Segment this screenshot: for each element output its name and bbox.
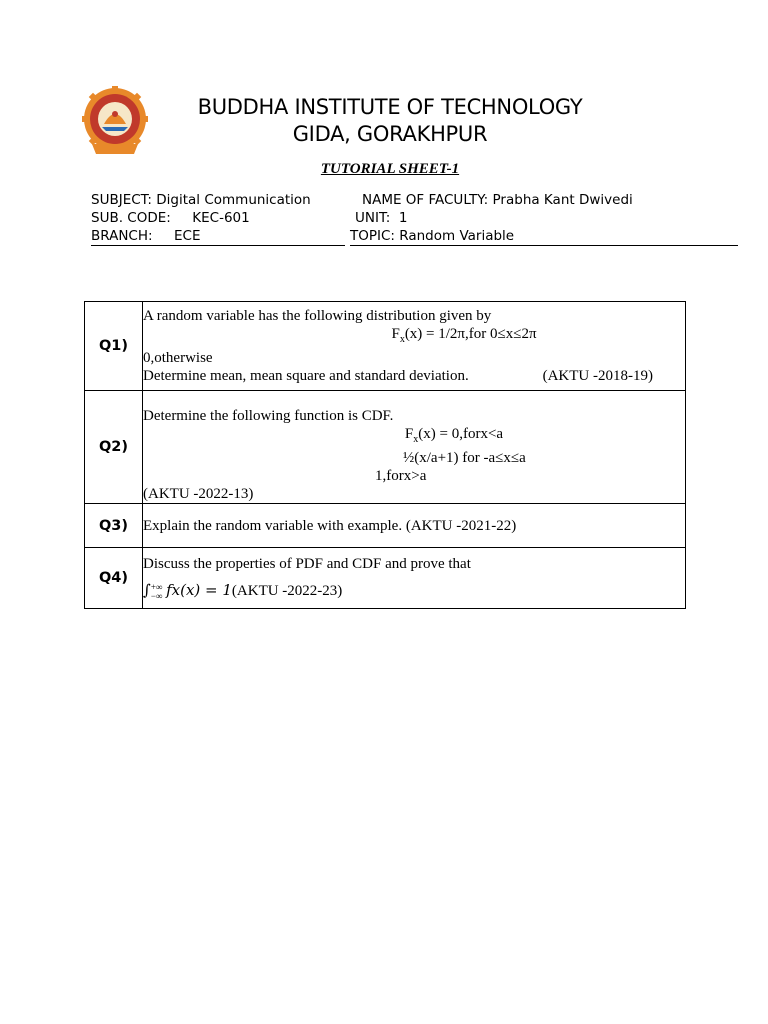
question-intro: A random variable has the following distribution given by xyxy=(143,308,492,324)
institute-name: BUDDHA INSTITUTE OF TECHNOLOGY xyxy=(197,95,583,119)
integral-expression: fx(x) = 1 xyxy=(166,581,232,600)
question-reference: (AKTU -2022-13) xyxy=(143,486,254,502)
unit-label: UNIT: 1 xyxy=(355,210,408,226)
question-text: Explain the random variable with example. (AKTU -2021-22) xyxy=(143,504,686,548)
topic-label: TOPIC: Random Variable xyxy=(350,228,515,244)
sheet-title: TUTORIAL SHEET-1 xyxy=(320,161,460,177)
question-intro: Discuss the properties of PDF and CDF and prove that xyxy=(143,556,471,573)
branch-label: BRANCH: ECE xyxy=(91,228,201,244)
question-otherwise: 0,otherwise xyxy=(143,350,213,366)
question-intro: Determine the following function is CDF. xyxy=(143,408,394,424)
question-row-1 xyxy=(85,302,686,391)
question-row-3 xyxy=(85,504,686,548)
question-number: Q3) xyxy=(85,504,143,548)
question-number: Q4) xyxy=(85,548,143,609)
question-row-2 xyxy=(85,391,686,504)
header-divider-right xyxy=(350,245,738,246)
question-formula: $F_x(x)$ = 0,forx<a xyxy=(404,426,504,445)
question-text xyxy=(143,391,686,504)
question-number: Q2) xyxy=(85,391,143,504)
question-formula-line3: 1,forx>a xyxy=(375,468,427,484)
question-task: Determine mean, mean square and standard deviation. (AKTU -2018-19) xyxy=(143,368,653,384)
question-integral xyxy=(143,581,685,601)
subject-label: SUBJECT: Digital Communication xyxy=(91,192,311,208)
integral-sign: ∫ xyxy=(143,581,151,600)
header-divider-left xyxy=(91,245,345,246)
faculty-label: NAME OF FACULTY: Prabha Kant Dwivedi xyxy=(362,192,633,208)
question-row-4 xyxy=(85,548,686,609)
question-formula: $F_x(x) = 1/2\pi,for$ 0≤x≤2π xyxy=(391,326,537,345)
integral-limits: +∞ −∞ xyxy=(150,581,163,601)
institute-location: GIDA, GORAKHPUR xyxy=(292,122,488,146)
questions-table xyxy=(84,301,686,609)
question-number: Q1) xyxy=(85,302,143,391)
question-text xyxy=(143,302,686,391)
sub-code-label: SUB. CODE: KEC-601 xyxy=(91,210,250,226)
question-reference: (AKTU -2022-23) xyxy=(231,583,343,600)
question-reference: (AKTU -2018-19) xyxy=(542,368,653,384)
question-formula-line2: ½(x/a+1) for -a≤x≤a xyxy=(403,450,526,466)
question-text xyxy=(143,548,686,609)
